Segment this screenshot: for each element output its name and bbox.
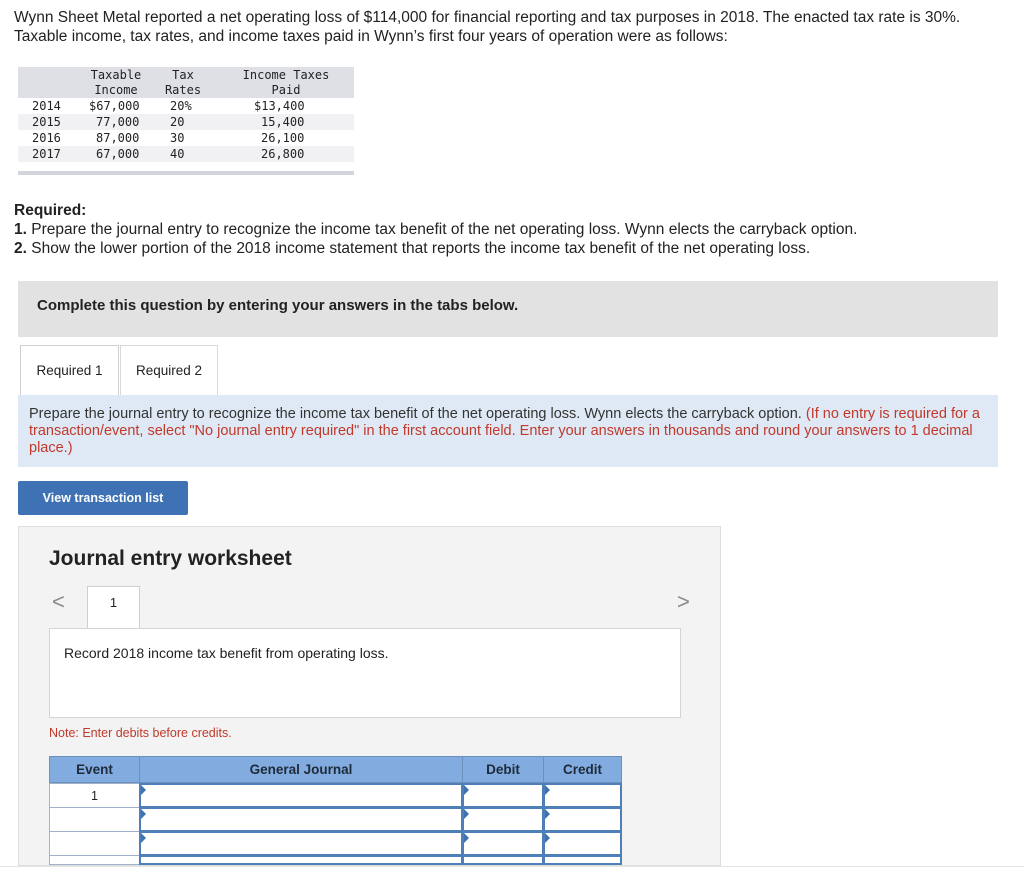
worksheet-page-tab-1[interactable]: 1 (87, 586, 140, 629)
input-marker-icon (545, 785, 550, 795)
header-tax-rates (158, 68, 208, 98)
instructions-note: (If no entry is required for a transaction/event, select "No journal entry required" in the first account field. Enter your answers in thousands and round your answers to 1 decimal place.) (29, 406, 980, 456)
tab-required-1[interactable]: Required 1 (20, 345, 119, 395)
header-text: Taxable (90, 68, 142, 82)
item-number: 2. (14, 240, 27, 257)
debit-input[interactable] (462, 783, 544, 808)
year-cell: 2017 (32, 147, 61, 161)
event-cell (49, 831, 140, 856)
header-taxable-income (84, 68, 148, 98)
debit-credit-note: Note: Enter debits before credits. (49, 726, 232, 740)
rate-cell: 40 (170, 147, 185, 161)
table-row (18, 146, 354, 162)
rate-cell: 30 (170, 131, 185, 145)
view-transaction-list-button[interactable]: View transaction list (18, 481, 188, 515)
tab-instructions (18, 395, 998, 467)
column-header-event: Event (49, 756, 140, 783)
table-row (18, 98, 354, 114)
dropdown-marker-icon (141, 785, 146, 795)
credit-input[interactable] (543, 783, 622, 808)
transaction-description (49, 628, 681, 718)
debit-input[interactable] (462, 855, 544, 865)
rate-cell: 20% (170, 99, 192, 113)
instructions-main: Prepare the journal entry to recognize the income tax benefit of the net operating loss. Wynn elects the carryback option. (29, 406, 802, 422)
income-cell: 87,000 (96, 131, 140, 145)
item-text: Show the lower portion of the 2018 income statement that reports the income tax benefit of the net operating loss. (31, 240, 811, 257)
header-text: Tax (172, 68, 194, 82)
required-item-2 (14, 239, 857, 258)
column-header-credit: Credit (543, 756, 622, 783)
header-text: Income (94, 83, 138, 97)
income-cell: $67,000 (89, 99, 140, 113)
instruction-banner (18, 281, 998, 337)
table-row (18, 130, 354, 146)
rate-cell: 20 (170, 115, 185, 129)
credit-input[interactable] (543, 855, 622, 865)
item-text: Prepare the journal entry to recognize the income tax benefit of the net operating loss. Wynn elects the carryback option. (31, 221, 858, 238)
account-select[interactable] (139, 807, 463, 832)
account-select[interactable] (139, 855, 463, 865)
banner-text: Complete this question by entering your answers in the tabs below. (37, 297, 519, 314)
required-item-1 (14, 220, 857, 239)
debit-input[interactable] (462, 831, 544, 856)
description-text: Record 2018 income tax benefit from operating loss. (64, 645, 389, 661)
tab-required-2[interactable]: Required 2 (120, 345, 218, 395)
account-select[interactable] (139, 831, 463, 856)
year-cell: 2014 (32, 99, 61, 113)
required-heading: Required: (14, 202, 87, 219)
taxes-cell: $13,400 (254, 99, 305, 113)
income-cell: 67,000 (96, 147, 140, 161)
header-text: Income Taxes (242, 68, 330, 82)
credit-input[interactable] (543, 831, 622, 856)
column-header-debit: Debit (462, 756, 544, 783)
taxes-cell: 26,100 (261, 131, 305, 145)
dropdown-marker-icon (141, 809, 146, 819)
input-marker-icon (464, 785, 469, 795)
income-cell: 77,000 (96, 115, 140, 129)
tax-history-table (18, 67, 354, 175)
input-marker-icon (464, 833, 469, 843)
taxes-cell: 26,800 (261, 147, 305, 161)
chevron-left-icon[interactable]: < (52, 589, 65, 614)
event-cell (49, 807, 140, 832)
chevron-right-icon[interactable]: > (677, 589, 690, 614)
table-header (18, 67, 354, 98)
credit-input[interactable] (543, 807, 622, 832)
event-cell (49, 855, 140, 865)
dropdown-marker-icon (141, 833, 146, 843)
required-section (14, 201, 857, 258)
column-header-general-journal: General Journal (139, 756, 463, 783)
input-marker-icon (545, 809, 550, 819)
year-cell: 2015 (32, 115, 61, 129)
table-divider (18, 171, 354, 175)
input-marker-icon (464, 809, 469, 819)
worksheet-title: Journal entry worksheet (49, 547, 292, 570)
debit-input[interactable] (462, 807, 544, 832)
item-number: 1. (14, 221, 27, 238)
table-row (18, 114, 354, 130)
header-income-taxes-paid (233, 68, 339, 98)
account-select[interactable] (139, 783, 463, 808)
event-cell: 1 (49, 783, 140, 808)
input-marker-icon (545, 833, 550, 843)
problem-intro: Wynn Sheet Metal reported a net operating loss of $114,000 for financial reporting and tax purposes in 2018. The enacted tax rate is 30%. Taxable income, tax rates, and income taxes paid in Wynn’s first four years of operation were as follows: (14, 9, 961, 45)
header-text: Rates (164, 83, 202, 97)
journal-entry-worksheet (18, 526, 721, 866)
page-bottom-divider (0, 866, 1024, 867)
taxes-cell: 15,400 (261, 115, 305, 129)
header-text: Paid (271, 83, 301, 97)
year-cell: 2016 (32, 131, 61, 145)
